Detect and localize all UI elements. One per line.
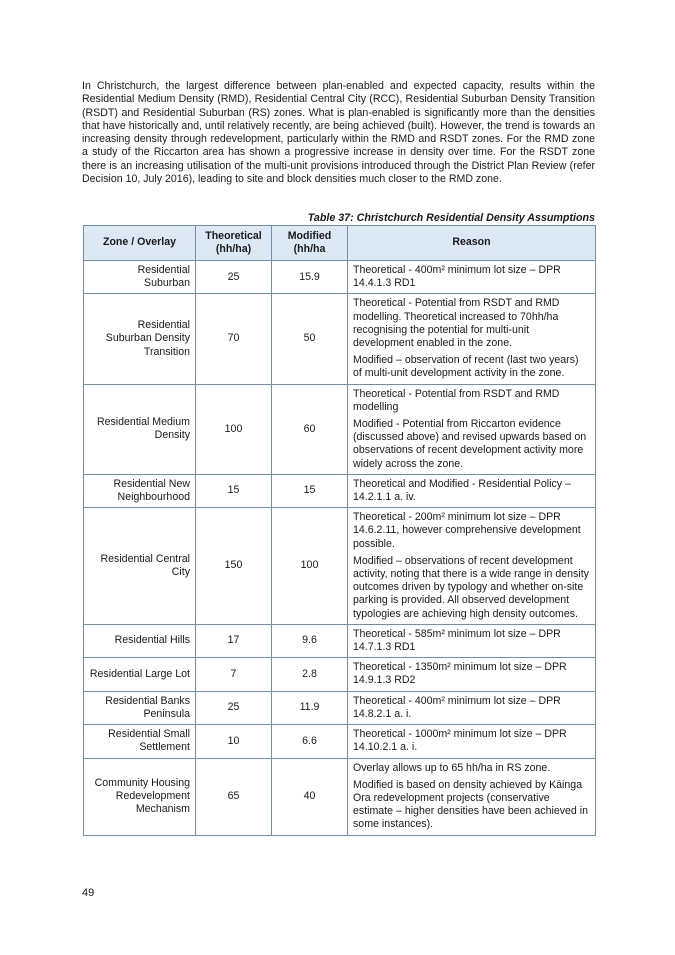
reason-text: Overlay allows up to 65 hh/ha in RS zone.	[353, 761, 551, 774]
modified-cell: 40	[272, 758, 348, 835]
table-row	[84, 691, 596, 724]
reason-cell	[348, 758, 596, 835]
header-theoretical: Theoretical (hh/ha)	[196, 226, 272, 261]
modified-cell: 15.9	[272, 261, 348, 294]
zone-cell: Community Housing Redevelopment Mechanism	[84, 758, 196, 835]
modified-cell: 60	[272, 384, 348, 474]
reason-cell	[348, 384, 596, 474]
theoretical-cell: 70	[196, 294, 272, 384]
table-row	[84, 658, 596, 691]
table-row	[84, 261, 596, 294]
header-reason: Reason	[348, 226, 596, 261]
table-row	[84, 758, 596, 835]
table-row	[84, 474, 596, 507]
table-row	[84, 508, 596, 625]
reason-text: Theoretical and Modified - Residential Policy – 14.2.1.1 a. iv.	[353, 477, 571, 504]
zone-cell: Residential Central City	[84, 508, 196, 625]
modified-cell: 100	[272, 508, 348, 625]
header-zone: Zone / Overlay	[84, 226, 196, 261]
reason-cell	[348, 691, 596, 724]
table-body	[84, 261, 596, 836]
reason-text: Theoretical - 1000m² minimum lot size – DPR 14.10.2.1 a. i.	[353, 728, 567, 754]
theoretical-cell: 10	[196, 725, 272, 758]
reason-text: Modified – observations of recent development activity, noting that there is a wide range in density outcomes driven by typology and whether on-site parking is provided. All observed development typologies are achieving high density outcomes.	[353, 554, 589, 620]
reason-cell	[348, 658, 596, 691]
theoretical-cell: 65	[196, 758, 272, 835]
table-header-row	[84, 226, 596, 261]
reason-text: Theoretical - 400m² minimum lot size – DPR 14.4.1.3 RD1	[353, 264, 561, 290]
modified-cell: 2.8	[272, 658, 348, 691]
header-modified: Modified (hh/ha	[272, 226, 348, 261]
modified-cell: 11.9	[272, 691, 348, 724]
reason-cell	[348, 474, 596, 507]
theoretical-cell: 15	[196, 474, 272, 507]
reason-text: Theoretical - 400m² minimum lot size – DPR 14.8.2.1 a. i.	[353, 694, 561, 720]
reason-cell	[348, 725, 596, 758]
theoretical-cell: 150	[196, 508, 272, 625]
zone-cell: Residential Large Lot	[84, 658, 196, 691]
theoretical-cell: 25	[196, 261, 272, 294]
reason-text: Theoretical - 200m² minimum lot size – DPR 14.6.2.11, however comprehensive development possible.	[353, 511, 581, 550]
theoretical-cell: 100	[196, 384, 272, 474]
reason-text: Theoretical - 585m² minimum lot size – DPR 14.7.1.3 RD1	[353, 627, 561, 654]
zone-cell: Residential Medium Density	[84, 384, 196, 474]
table-row	[84, 294, 596, 384]
reason-text: Modified is based on density achieved by Kāinga Ora redevelopment projects (conservative estimate – higher densities have been achieved in some instances).	[353, 778, 588, 831]
reason-text: Theoretical - 1350m² minimum lot size – DPR 14.9.1.3 RD2	[353, 661, 567, 687]
reason-text: Theoretical - Potential from RSDT and RMD modelling. Theoretical increased to 70hh/ha recognising the potential for multi-unit development enabled in the zone.	[353, 297, 560, 350]
reason-cell	[348, 508, 596, 625]
theoretical-cell: 25	[196, 691, 272, 724]
theoretical-cell: 7	[196, 658, 272, 691]
intro-paragraph: In Christchurch, the largest difference between plan-enabled and expected capacity, results within the Residential Medium Density (RMD), Residential Central City (RCC), Residential Suburban Density Transition (RSDT) and Residential Suburban (RS) zones. What is plan-enabled is significantly more than the densities that have historically and, until relatively recently, are being achieved (built). However, the trend is towards an increasing density through redevelopment, particularly within the RMD and RSDT zones. For the RMD zone a study of the Riccarton area has shown a progressive increase in density over time. For the RSDT zone there is an increasing utilisation of the multi-unit provisions introduced through the District Plan Review (refer Decision 10, July 2016), leading to site and block densities much closer to the RMD zone.	[82, 80, 595, 186]
zone-cell: Residential New Neighbourhood	[84, 474, 196, 507]
modified-cell: 6.6	[272, 725, 348, 758]
zone-cell: Residential Suburban	[84, 261, 196, 294]
table-caption: Table 37: Christchurch Residential Density Assumptions	[307, 212, 595, 224]
modified-cell: 50	[272, 294, 348, 384]
reason-text: Modified – observation of recent (last two years) of multi-unit development activity in the zone.	[353, 354, 579, 380]
modified-cell: 9.6	[272, 624, 348, 657]
page-number: 49	[82, 887, 95, 899]
reason-text: Theoretical - Potential from RSDT and RMD modelling	[353, 387, 560, 413]
table-row	[84, 624, 596, 657]
reason-cell	[348, 294, 596, 384]
modified-cell: 15	[272, 474, 348, 507]
reason-cell	[348, 624, 596, 657]
density-assumptions-table	[83, 225, 596, 836]
table-row	[84, 725, 596, 758]
zone-cell: Residential Suburban Density Transition	[84, 294, 196, 384]
reason-text: Modified - Potential from Riccarton evidence (discussed above) and revised upwards based on observations of recent development activity more widely across the zone.	[353, 418, 587, 470]
table-row	[84, 384, 596, 474]
theoretical-cell: 17	[196, 624, 272, 657]
zone-cell: Residential Banks Peninsula	[84, 691, 196, 724]
reason-cell	[348, 261, 596, 294]
zone-cell: Residential Small Settlement	[84, 725, 196, 758]
zone-cell: Residential Hills	[84, 624, 196, 657]
